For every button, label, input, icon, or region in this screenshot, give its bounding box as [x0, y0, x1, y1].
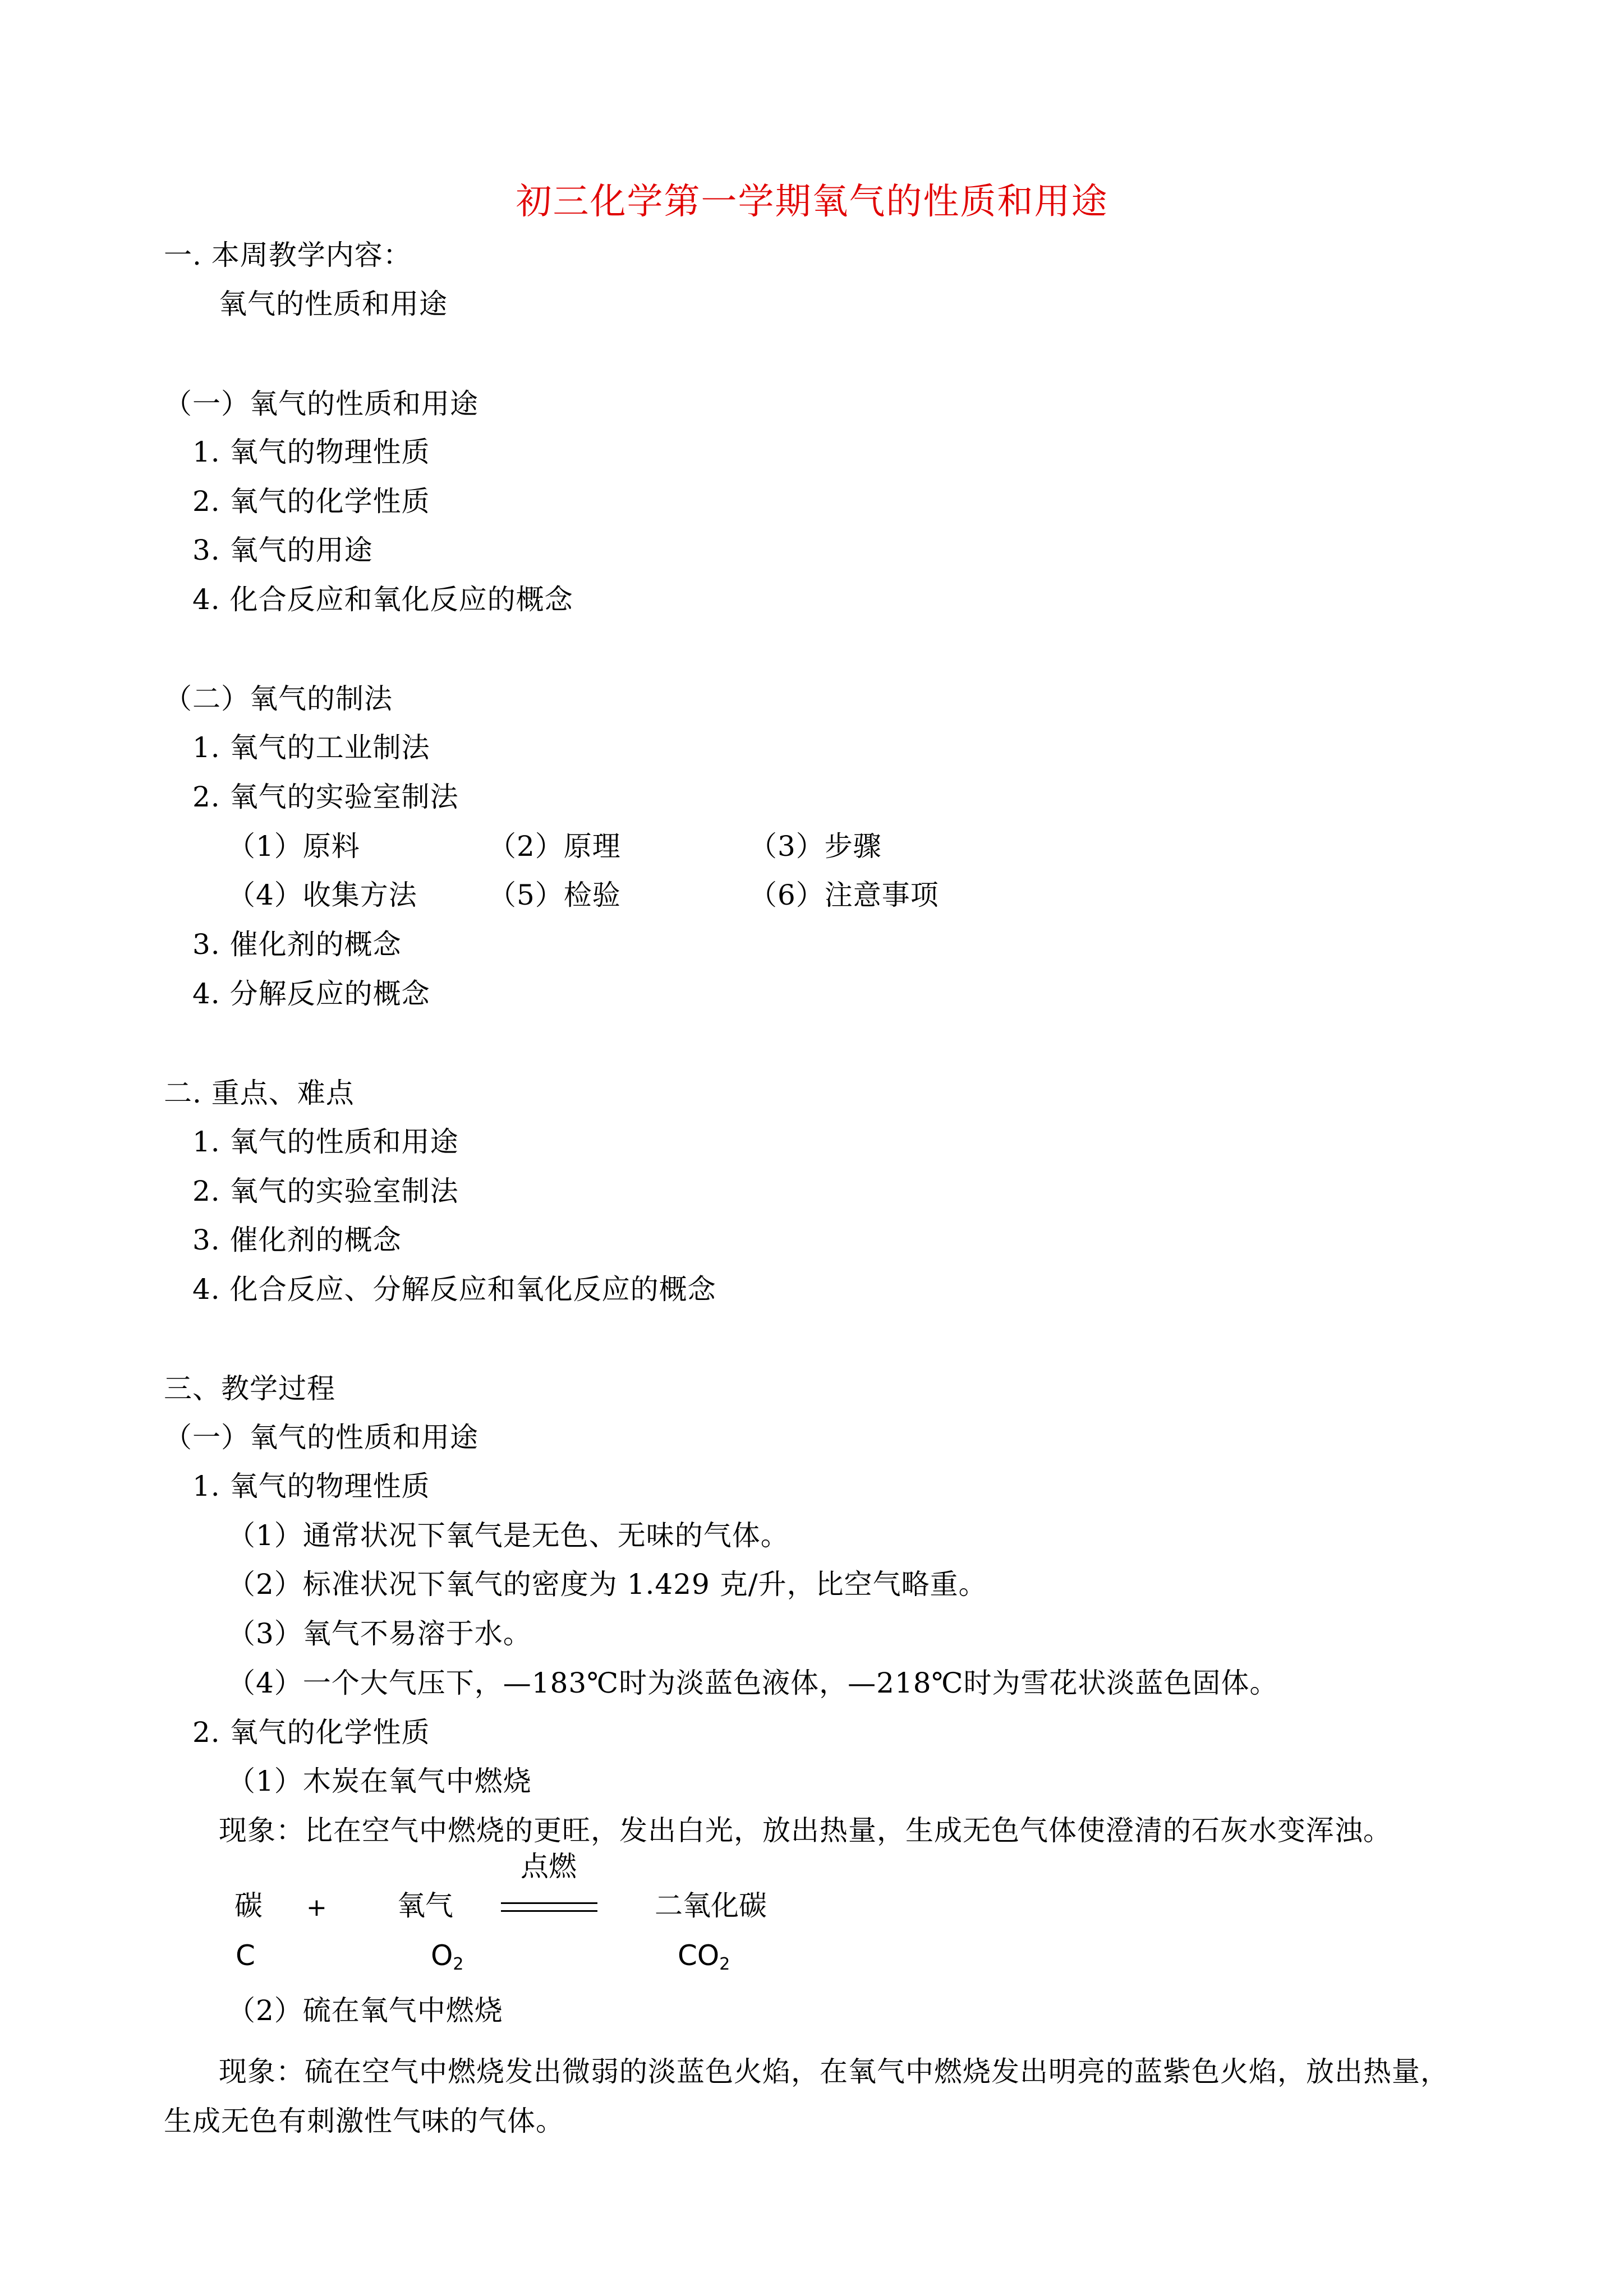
part1-item: 4. 化合反应和氧化反应的概念 [192, 583, 573, 616]
equation-condition: 点燃 [521, 1850, 577, 1883]
section1-heading: 一. 本周教学内容： [164, 239, 412, 271]
part2-subitem: （3）步骤 [749, 830, 882, 863]
o-subscript: 2 [453, 1954, 464, 1974]
equation-reactant2-name: 氧气 [397, 1889, 453, 1922]
physical-item: （2）标准状况下氧气的密度为 1.429 克/升，比空气略重。 [227, 1568, 987, 1601]
part1-item: 2. 氧气的化学性质 [192, 485, 430, 518]
physical-heading: 1. 氧气的物理性质 [192, 1470, 430, 1502]
physical-item: （1）通常状况下氧气是无色、无味的气体。 [227, 1519, 789, 1552]
section1-content: 氧气的性质和用途 [219, 288, 448, 320]
part2-heading: （二）氧气的制法 [164, 683, 393, 715]
co-symbol: CO [678, 1939, 720, 1972]
co-subscript: 2 [719, 1954, 730, 1974]
equation-product-formula [678, 1939, 730, 1981]
equation-reactant2-formula [431, 1939, 463, 1981]
equation-arrow-line-top [501, 1902, 597, 1904]
carbon-heading: （1）木炭在氧气中燃烧 [227, 1765, 532, 1797]
sulfur-phenomenon-continued: 生成无色有刺激性气味的气体。 [164, 2105, 564, 2137]
part2-item: 3. 催化剂的概念 [192, 928, 402, 961]
section2-item: 3. 催化剂的概念 [192, 1224, 402, 1256]
section3-heading: 三、教学过程 [164, 1372, 335, 1405]
equation-reactant1-name: 碳 [234, 1889, 263, 1922]
equation-plus: + [306, 1893, 327, 1922]
document-title: 初三化学第一学期氧气的性质和用途 [516, 181, 1108, 223]
part2-subitem: （6）注意事项 [749, 879, 939, 911]
physical-item: （4）一个大气压下，—183℃时为淡蓝色液体，—218℃时为雪花状淡蓝色固体。 [227, 1667, 1278, 1699]
part2-subitem: （5）检验 [488, 879, 621, 911]
sulfur-heading: （2）硫在氧气中燃烧 [227, 1994, 503, 2027]
section3-part1-heading: （一）氧气的性质和用途 [164, 1421, 479, 1454]
part2-item: 4. 分解反应的概念 [192, 978, 430, 1010]
section2-item: 4. 化合反应、分解反应和氧化反应的概念 [192, 1273, 716, 1306]
part2-subitem: （4）收集方法 [227, 879, 417, 911]
carbon-phenomenon: 现象：比在空气中燃烧的更旺，发出白光，放出热量，生成无色气体使澄清的石灰水变浑浊。 [219, 1814, 1392, 1847]
equation-reactant1-formula: C [236, 1939, 255, 1972]
part1-heading: （一）氧气的性质和用途 [164, 388, 479, 420]
part2-item: 2. 氧气的实验室制法 [192, 781, 459, 813]
o-symbol: O [431, 1939, 453, 1972]
physical-item: （3）氧气不易溶于水。 [227, 1617, 532, 1650]
section2-item: 1. 氧气的性质和用途 [192, 1126, 459, 1158]
part1-item: 3. 氧气的用途 [192, 534, 373, 566]
section2-heading: 二. 重点、难点 [164, 1077, 355, 1109]
equation-product-name: 二氧化碳 [655, 1889, 767, 1922]
equation-arrow-line-bottom [501, 1910, 597, 1912]
part2-subitem: （1）原料 [227, 830, 360, 863]
sulfur-phenomenon: 现象：硫在空气中燃烧发出微弱的淡蓝色火焰，在氧气中燃烧发出明亮的蓝紫色火焰，放出热量， [219, 2055, 1449, 2088]
part2-subitem: （2）原理 [488, 830, 621, 863]
chemical-heading: 2. 氧气的化学性质 [192, 1716, 430, 1749]
part2-item: 1. 氧气的工业制法 [192, 731, 430, 764]
part1-item: 1. 氧气的物理性质 [192, 436, 430, 468]
section2-item: 2. 氧气的实验室制法 [192, 1175, 459, 1207]
